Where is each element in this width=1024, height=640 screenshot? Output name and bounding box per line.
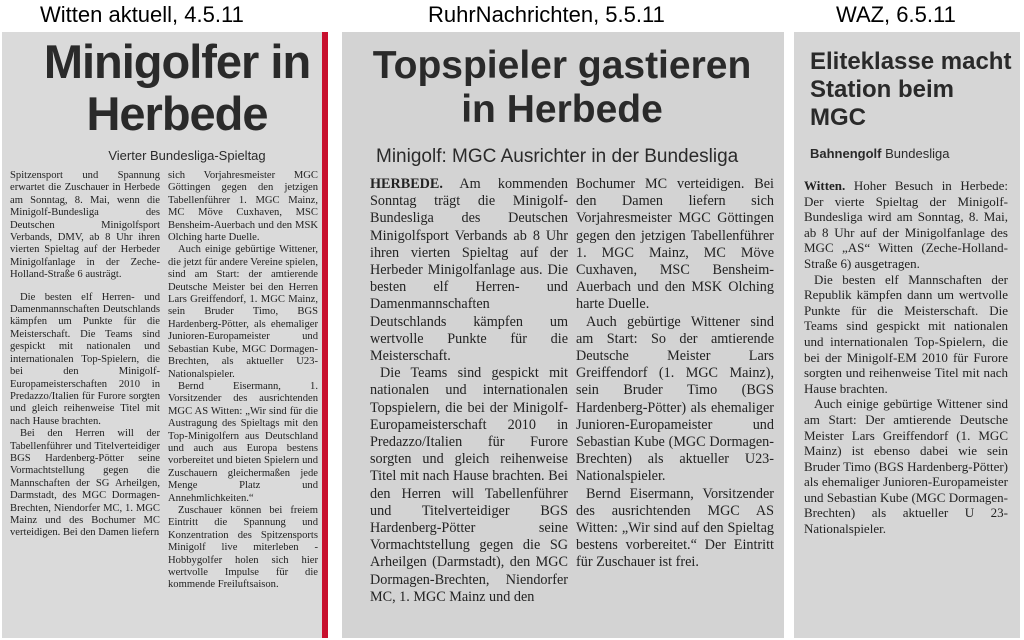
paragraph: Bernd Eisermann, 1. Vorsitzender des ausrichtenden MGC AS Witten: „Wir sind für die Austragung des Spieltags mit den Top-Minigolfern aus Deutschland und auch aus Europa bestens vorbereitet und bieten Spielern und Zuschauern gleichermaßen jede Menge Platz und Annehmlichkeiten.“ <box>168 380 318 504</box>
article-body <box>804 178 1008 537</box>
paragraph: Bochumer MC verteidigen. Bei den Damen liefern sich Vorjahresmeister MGC Göttingen gegen den jetzigen Tabellenführer 1. MGC Mainz, MC Möve Cuxhaven, MSC Bensheim-Auerbach und den MSK Olching harte Duelle. <box>576 176 774 313</box>
paragraph <box>370 176 568 365</box>
paragraph: Die besten elf Mannschaften der Republik kämpfen dann um wertvolle Punkte für die Meisterschaft. Die Teams sind gespickt mit nationalen und internationalen Top-Spielern, die bei der Minigolf-EM 2010 für Furore sorgten und reihenweise Titel mit nach Hause brachten. <box>804 271 1008 396</box>
clipping-waz <box>794 32 1020 638</box>
paragraph-text: Am kommenden Sonntag trägt die Minigolf-Bundesliga des Deutschen Minigolfsport Verbands ab 8 Uhr ihren vierten Spieltag auf der Herbeder Minigolfanlage aus. Die besten elf Herren- und Damenmannschaften Deutschlands kämpfen um wertvolle Punkte für die Meisterschaft. <box>370 176 569 365</box>
article-headline: Eliteklasse macht Station beim MGC <box>810 48 1012 131</box>
article-column <box>576 176 774 606</box>
paragraph: Auch einige gebürtige Wittener sind am Start: Der amtierende Deutsche Meister Lars Greiffendorf (1. MGC Mainz) ist ebenso dabei wie sein Bruder Timo (BGS Hardenberg-Pötter) als ehemaliger Junioren-Europameister und Sebastian Kube (MGC Dormagen-Brechten) als aktueller U 23-Nationalspieler. <box>804 396 1008 537</box>
source-label-ruhrnachrichten: RuhrNachrichten, 5.5.11 <box>428 2 665 27</box>
article-column <box>10 170 160 592</box>
article-body <box>370 176 774 606</box>
paragraph: Die besten elf Herren- und Damenmannschaften Deutschlands kämpfen um Punkte für die Meisterschaft. Die Teams sind gespickt mit nationalen und internationalen Top-Spielern, die bei den Minigolf-Europameisterschaften 2010 in Predazzo/Italien für Furore sorgten und gleich reihenweise Titel mit nach Hause brachten. <box>10 291 160 427</box>
article-subheadline: Minigolf: MGC Ausrichter in der Bundesliga <box>376 146 739 167</box>
paragraph: Bei den Herren will der Tabellenführer und Titelverteidiger BGS Hardenberg-Pötter seine Vormachtstellung gegen die Mannschaften der SG Arheilgen, Darmstadt, des MGC Dormagen-Brechten, Niendorfer MC, 1. MGC Mainz und des Bochumer MC verteidigen. Bei den Damen liefern <box>10 428 160 539</box>
section-name: Bahnengolf <box>810 146 882 161</box>
paragraph-text: Hoher Besuch in Herbede: Der vierte Spieltag der Minigolf-Bundesliga wird am Sonntag, 8. Mai, ab 8 Uhr auf der Minigolfanlage des MGC „AS“ Witten (Zeche-Holland-Straße 6) ausgetragen. <box>804 178 1008 271</box>
article-body <box>10 170 318 592</box>
paragraph: Die Teams sind gespickt mit nationalen und internationalen Topspielern, die bei der Minigolf-Europameisterschaft 2010 in Predazzo/Italien für Furore sorgten und gleich reihenweise Titel mit nach Hause brachten. Bei den Herren will Tabellenführer und Titelverteidiger BGS Hardenberg-Pötter seine Vormachtstellung gegen die SG Arheilgen (Darmstadt), den MGC Dormagen-Brechten, Niendorfer MC, 1. MGC Mainz und den <box>370 365 568 605</box>
clipping-witten-aktuell <box>2 32 328 638</box>
dateline: HERBEDE. <box>370 176 443 192</box>
source-label-witten-aktuell: Witten aktuell, 4.5.11 <box>40 2 244 27</box>
paragraph: Spitzensport und Spannung erwartet die Zuschauer in Herbede am Sonntag, 8. Mai, wenn die Minigolf-Bundesliga des Deutschen Minigolfsport Verbands, DMV, ab 8 Uhr ihren vierten Spieltag auf der Herbeder Minigolfanlage in der Zeche-Holland-Straße 6 austrägt. <box>10 170 160 281</box>
section-subname: Bundesliga <box>885 146 950 161</box>
paragraph: Bernd Eisermann, Vorsitzender des ausrichtenden MGC AS Witten: „Wir sind auf den Spieltag bestens vorbereitet.“ Der Eintritt für Zuschauer ist frei. <box>576 485 774 571</box>
paragraph: Zuschauer können bei freiem Eintritt die Spannung und Konzentration des Spitzensports Minigolf live miterleben - Hobbygolfer holen sich hier wertvolle Impulse für die kommende Freiluftsaison. <box>168 504 318 591</box>
paragraph: Auch einige gebürtige Wittener, die jetzt für andere Vereine spielen, sind am Start: der amtierende Deutsche Meister bei den Herren Lars Greiffendorf, 1. MGC Mainz, sein Bruder Timo, BGS Hardenberg-Pötter, als ehemaliger Junioren-Europameister und Sebastian Kube, MGC Dormagen-Brechten, als aktueller U23-Nationalspieler. <box>168 244 318 380</box>
article-column <box>168 170 318 592</box>
paragraph <box>804 178 1008 272</box>
paragraph: sich Vorjahresmeister MGC Göttingen gegen den jetzigen Tabellenführer 1. MGC Mainz, MC Möve Cuxhaven, MSC Bensheim-Auerbach und den MSK Olching harte Duelle. <box>168 170 318 244</box>
article-column <box>370 176 568 606</box>
clipping-ruhrnachrichten <box>342 32 784 638</box>
dateline: Witten. <box>804 178 846 193</box>
article-subheadline: Vierter Bundesliga-Spieltag <box>108 148 266 163</box>
paragraph: Auch gebürtige Wittener sind am Start: So der amtierende Deutsche Meister Lars Greiffendorf (1. MGC Mainz), sein Bruder Timo (BGS Hardenberg-Pötter) als ehemaliger Junioren-Europameister und Sebastian Kube (MGC Dormagen-Brechten) als aktueller U23-Nationalspieler. <box>576 313 774 485</box>
source-label-waz: WAZ, 6.5.11 <box>836 2 956 27</box>
article-headline: Topspieler gastieren in Herbede <box>372 44 752 131</box>
section-label <box>810 146 1016 161</box>
article-headline: Minigolfer in Herbede <box>43 35 311 140</box>
